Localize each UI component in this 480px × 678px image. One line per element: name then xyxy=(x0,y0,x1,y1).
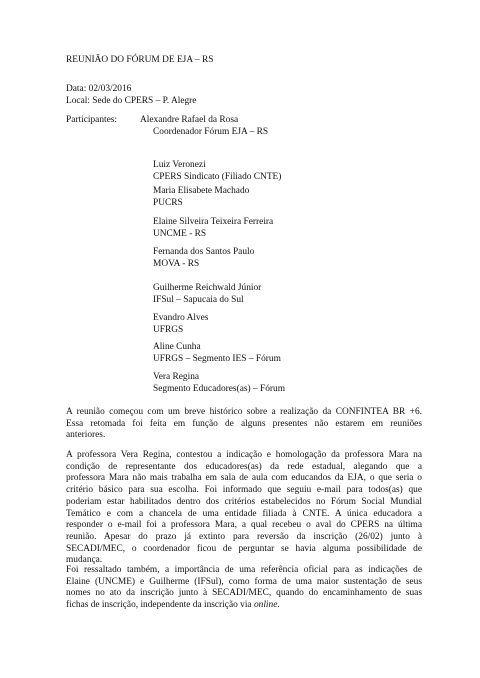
paragraph-line: A professora Vera Regina, contestou a indicação e homologação da professora Mara na xyxy=(66,450,422,460)
paragraph-2 xyxy=(66,450,422,567)
participant-name: Maria Elisabete Machado xyxy=(153,186,250,196)
meeting-date: Data: 02/03/2016 xyxy=(66,84,132,94)
paragraph-line: anteriores. xyxy=(66,430,106,441)
participant-name: Alexandre Rafael da Rosa xyxy=(140,115,239,125)
participant-organization: UFRGS xyxy=(153,325,184,335)
paragraph-line: Essa retomada foi feita em função de alguns presentes não estarem em reuniões xyxy=(66,418,422,429)
meeting-location: Local: Sede do CPERS – P. Alegre xyxy=(66,96,197,106)
participant-organization: Segmento Educadores(as) – Fórum xyxy=(153,384,286,394)
paragraph-line: responder o e-mail foi a professora Mara, a qual recebeu o aval do CPERS na última xyxy=(66,520,422,531)
paragraph-line: critério básico para sua escolha. Foi informado que seguiu e-mail para todos(as) que xyxy=(66,485,422,496)
participant-organization: Coordenador Fórum EJA – RS xyxy=(153,127,269,137)
participant-organization: UNCME - RS xyxy=(153,229,207,239)
paragraph-line: SECADI/MEC, o coordenador ficou de perguntar se havia alguma possibilidade de xyxy=(66,543,422,554)
participant-name: Elaine Silveira Teixeira Ferreira xyxy=(153,217,274,227)
paragraph-line: condição de representante dos educadores(as) da rede estadual, alegando que a xyxy=(66,461,422,472)
paragraph-3 xyxy=(66,565,422,612)
participants-label: Participantes: xyxy=(66,115,118,125)
paragraph-line: Elaine (UNCME) e Guilherme (IFSul), como forma de uma maior sustentação de seus xyxy=(66,576,422,587)
participant-organization: IFSul – Sapucaia do Sul xyxy=(153,295,244,305)
participant-name: Fernanda dos Santos Paulo xyxy=(153,247,255,257)
paragraph-1 xyxy=(66,407,422,442)
paragraph-line: reunião. Apesar do prazo já extinto para reversão da inscrição (26/02) junto à xyxy=(66,531,422,542)
paragraph-line: mudança. xyxy=(66,555,103,566)
participant-organization: CPERS Sindicato (Filiado CNTE) xyxy=(153,172,282,182)
paragraph-line: Foi ressaltado também, a importância de uma referência oficial para as indicações de xyxy=(66,565,422,575)
participant-name: Evandro Alves xyxy=(153,313,209,323)
participant-name: Guilherme Reichwald Júnior xyxy=(153,283,262,293)
participant-organization: PUCRS xyxy=(153,198,183,208)
participant-name: Luiz Veronezi xyxy=(153,160,206,170)
participant-name: Aline Cunha xyxy=(153,342,201,352)
paragraph-line: Temático e com a chancela de uma entidade filiada à CNTE. A única educadora a xyxy=(66,508,422,519)
paragraph-line: nomes no ato da inscrição junto à SECADI/MEC, quando do encaminhamento de suas xyxy=(66,588,422,599)
participant-organization: MOVA - RS xyxy=(153,259,200,269)
paragraph-line: professora Mara não mais trabalha em sala de aula com educandos da EJA, o que seria o xyxy=(66,473,422,484)
paragraph-line: A reunião começou com um breve histórico sobre a realização da CONFINTEA BR +6. xyxy=(66,407,422,417)
document-title: REUNIÃO DO FÓRUM DE EJA – RS xyxy=(66,55,214,65)
sentence-end: . xyxy=(277,600,280,611)
participant-organization: UFRGS – Segmento IES – Fórum xyxy=(153,354,281,364)
italic-word: online xyxy=(253,600,278,611)
paragraph-line: poderiam estar habilitados dentro dos critérios estabelecidos no Fórum Social Mundial xyxy=(66,496,422,507)
participant-name: Vera Regina xyxy=(153,372,200,382)
paragraph-line: fichas de inscrição, independente da inscrição via online. xyxy=(66,600,280,611)
